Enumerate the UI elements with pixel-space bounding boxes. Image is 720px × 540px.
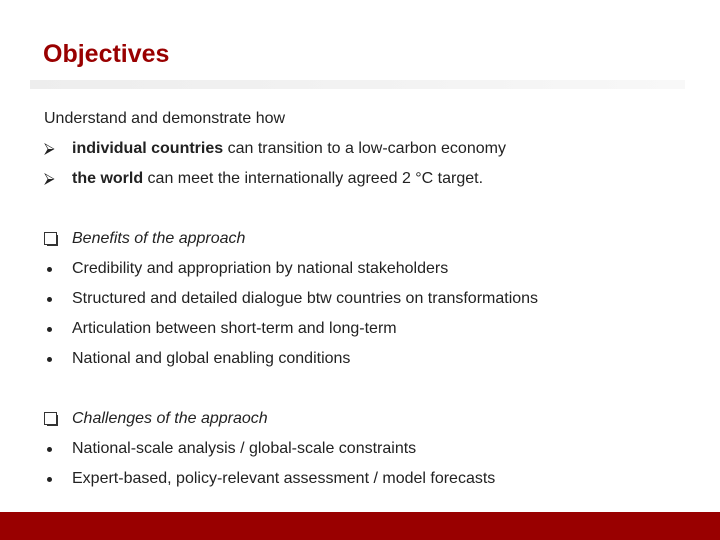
dot-bullet-icon — [47, 297, 52, 302]
arrow-point — [44, 134, 684, 164]
arrow-point-bold: the world — [72, 170, 144, 187]
slide-title: Objectives — [43, 40, 170, 68]
checkbox-bullet-icon — [44, 232, 57, 245]
benefit-item — [44, 284, 684, 314]
arrow-point-text: can transition to a low-carbon economy — [223, 140, 506, 157]
arrow-point-text: can meet the internationally agreed 2 °C target. — [143, 170, 484, 187]
spacer — [44, 374, 684, 404]
spacer — [44, 194, 684, 224]
arrow-point — [44, 164, 684, 194]
challenge-item-text: Expert-based, policy-relevant assessment / model forecasts — [72, 470, 496, 487]
arrow-bullet-icon: ⮚ — [44, 170, 55, 187]
benefit-item — [44, 314, 684, 344]
footer-bar — [0, 512, 720, 540]
intro-line — [44, 104, 684, 134]
benefit-item — [44, 344, 684, 374]
benefit-item — [44, 254, 684, 284]
benefit-item-text: Articulation between short-term and long-term — [72, 320, 397, 337]
intro-text: Understand and demonstrate how — [44, 110, 286, 127]
dot-bullet-icon — [47, 267, 52, 272]
challenge-item-text: National-scale analysis / global-scale constraints — [72, 440, 417, 457]
challenge-item — [44, 464, 684, 494]
dot-bullet-icon — [47, 477, 52, 482]
challenges-heading-line — [44, 404, 684, 434]
dot-bullet-icon — [47, 327, 52, 332]
challenges-heading: Challenges of the appraoch — [72, 410, 268, 427]
benefit-item-text: National and global enabling conditions — [72, 350, 351, 367]
dot-bullet-icon — [47, 447, 52, 452]
benefits-heading: Benefits of the approach — [72, 230, 246, 247]
arrow-bullet-icon: ⮚ — [44, 140, 55, 157]
checkbox-bullet-icon — [44, 412, 57, 425]
benefits-heading-line — [44, 224, 684, 254]
benefit-item-text: Structured and detailed dialogue btw countries on transformations — [72, 290, 539, 307]
slide-body — [44, 104, 684, 494]
dot-bullet-icon — [47, 357, 52, 362]
challenge-item — [44, 434, 684, 464]
arrow-point-bold: individual countries — [72, 140, 224, 157]
benefit-item-text: Credibility and appropriation by national stakeholders — [72, 260, 449, 277]
title-divider — [30, 80, 685, 89]
